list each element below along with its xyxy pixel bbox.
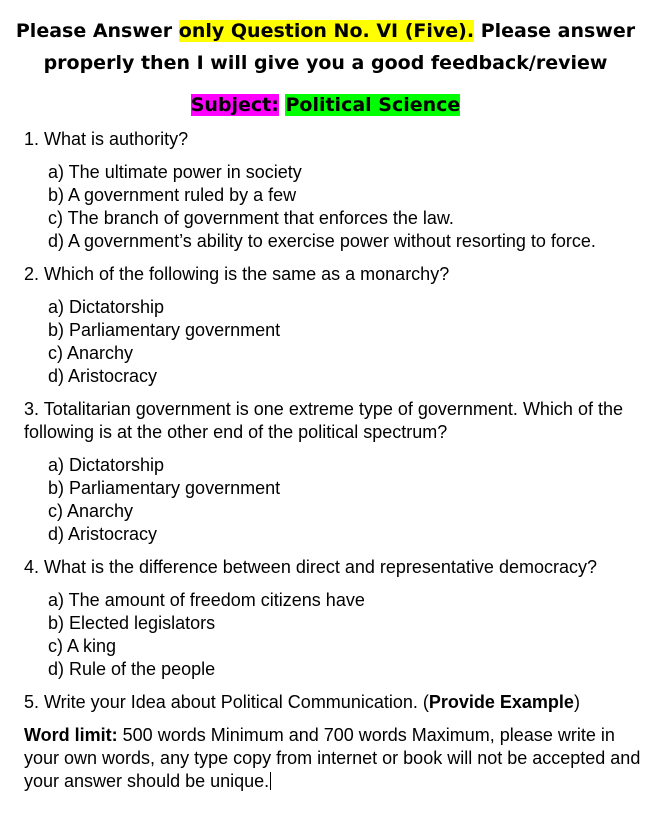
option-list [48,296,649,388]
option-item: b) Parliamentary government [48,478,281,498]
question-text: 3. Totalitarian government is one extreme type of government. Which of the following is at the other end of the political spectrum? [24,399,623,442]
option-item: d) A government’s ability to exercise power without resorting to force. [48,231,596,251]
question-text: 2. Which of the following is the same as a monarchy? [24,264,450,284]
word-limit-text: 500 words Minimum and 700 words Maximum, please write in your own words, any type copy from internet or book will not be accepted and your answer should be unique. [24,725,641,791]
question-3 [24,398,649,546]
option-list [48,589,649,681]
option-item: a) Dictatorship [48,297,165,317]
word-limit-paragraph [24,724,649,793]
option-item: d) Aristocracy [48,524,158,544]
option-item: c) Anarchy [48,343,134,363]
header-suffix: Please answer [474,20,636,42]
option-item: d) Rule of the people [48,659,216,679]
question-text: 1. What is authority? [24,129,189,149]
word-limit-label: Word limit: [24,725,118,745]
option-item: a) Dictatorship [48,455,165,475]
option-item: c) Anarchy [48,501,134,521]
option-item: c) A king [48,636,117,656]
option-item: b) Elected legislators [48,613,216,633]
header-highlight: only Question No. VI (Five). [178,20,475,42]
question-1 [24,128,649,253]
option-item: a) The amount of freedom citizens have [48,590,365,610]
question-text: 4. What is the difference between direct and representative democracy? [24,557,597,577]
option-list [48,454,649,546]
subject-line [0,90,651,120]
option-item: b) A government ruled by a few [48,185,297,205]
header-line-1 [0,15,651,47]
option-item: c) The branch of government that enforces the law. [48,208,454,228]
header-prefix: Please Answer [15,20,179,42]
question-5 [24,691,649,714]
question-5-text: 5. Write your Idea about Political Communication. ( [24,692,429,712]
header-line-2: properly then I will give you a good feedback/review [43,52,608,74]
subject-value: Political Science [285,94,461,116]
question-5-close: ) [573,692,580,712]
text-cursor[interactable] [270,772,271,790]
option-item: a) The ultimate power in society [48,162,302,182]
option-list [48,161,649,253]
subject-label: Subject: [190,94,279,116]
document-body [24,128,649,793]
question-5-bold: Provide Example [428,692,574,712]
instructions-header [0,15,651,79]
option-item: b) Parliamentary government [48,320,281,340]
question-4 [24,556,649,681]
question-2 [24,263,649,388]
option-item: d) Aristocracy [48,366,158,386]
